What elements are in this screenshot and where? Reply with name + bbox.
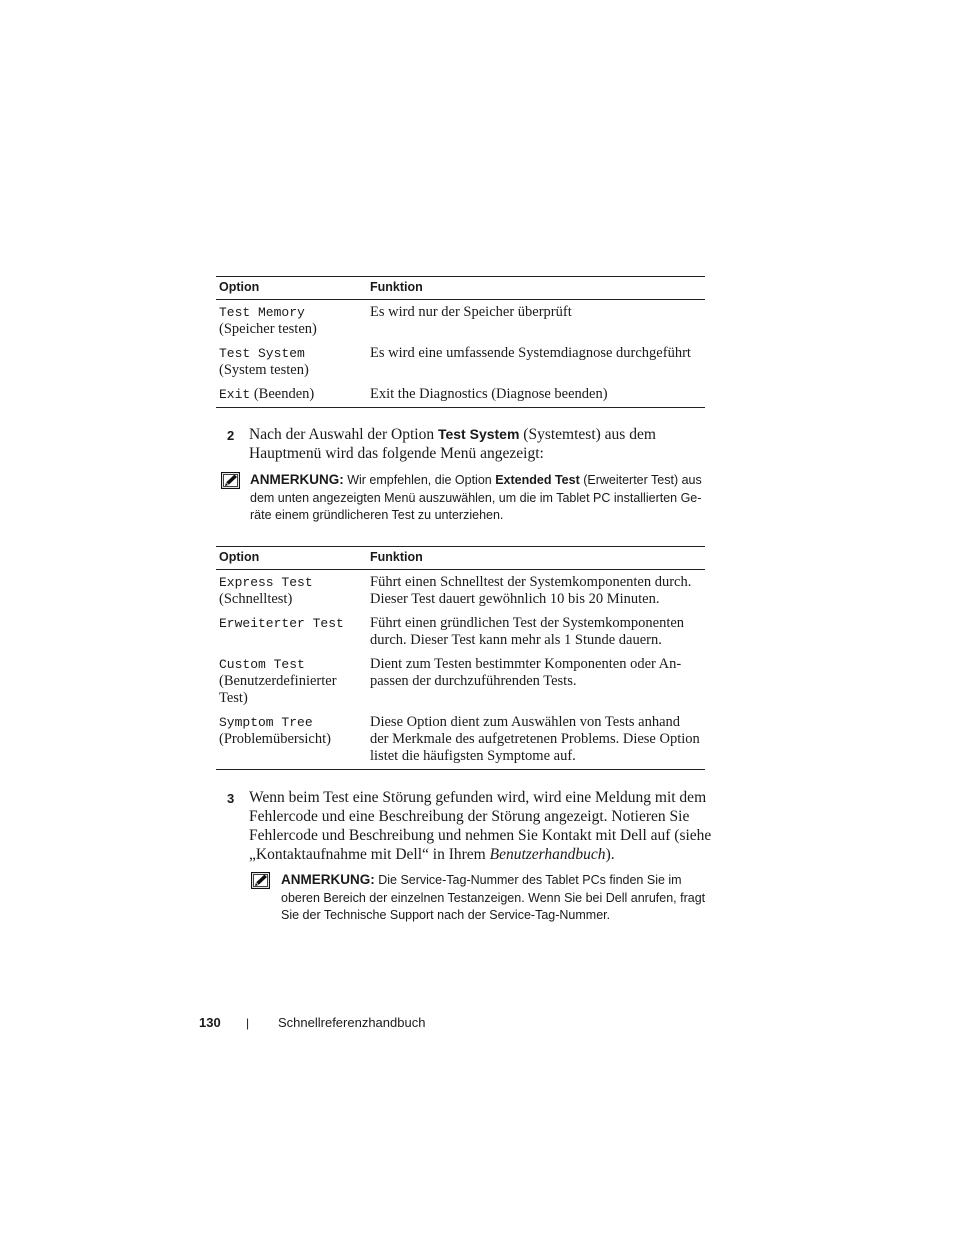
option-cell <box>216 300 367 342</box>
footer-separator: | <box>246 1016 250 1030</box>
option-name: Test System <box>437 426 520 442</box>
option-cell <box>216 652 367 710</box>
function-cell: Es wird nur der Speicher überprüft <box>370 304 572 320</box>
note-2 <box>281 871 721 925</box>
function-cell: Es wird eine umfassende Systemdiagnose durchgeführt <box>370 345 691 361</box>
function-text: listet die häufigsten Symptome auf. <box>370 748 576 764</box>
table-header-row <box>216 547 705 570</box>
function-text: durch. Dieser Test kann mehr als 1 Stunde dauern. <box>370 632 662 648</box>
function-text: Dient zum Testen bestimmter Komponenten oder An- <box>370 656 682 672</box>
option-name: Extended Test <box>495 473 580 487</box>
function-cell: Exit the Diagnostics (Diagnose beenden) <box>367 382 705 408</box>
note-text: Die Service-Tag-Nummer des Tablet PCs finden Sie im <box>374 873 682 887</box>
option-cell <box>216 611 367 652</box>
function-cell <box>367 652 705 710</box>
step-text: Hauptmenü wird das folgende Menü angezeigt: <box>249 445 544 462</box>
option-label: (Speicher testen) <box>219 321 317 337</box>
note-text: Wir empfehlen, die Option <box>343 473 496 487</box>
table-row <box>216 611 705 652</box>
manual-title: Benutzerhandbuch <box>489 846 606 863</box>
step-text: Fehlercode und Beschreibung und nehmen Sie Kontakt mit Dell auf (siehe <box>249 827 712 844</box>
option-label: (Schnelltest) <box>219 591 293 607</box>
options-table-2 <box>216 546 705 770</box>
option-cell <box>216 710 367 770</box>
options-table-1 <box>216 276 705 408</box>
function-text: passen der durchzuführenden Tests. <box>370 673 577 689</box>
note-text: oberen Bereich der einzelnen Testanzeigen. Wenn Sie bei Dell anrufen, fragt <box>281 890 706 905</box>
pencil-note-icon <box>251 872 270 889</box>
footer-title: Schnellreferenzhandbuch <box>278 1015 426 1030</box>
table-row <box>216 570 705 612</box>
note-1 <box>250 471 710 525</box>
option-label: (Beenden) <box>250 386 315 402</box>
option-cell <box>216 382 367 408</box>
function-text: Diese Option dient zum Auswählen von Tests anhand <box>370 714 681 730</box>
note-text: Sie der Technische Support nach der Service-Tag-Nummer. <box>281 908 611 922</box>
option-code: Express Test <box>219 575 313 590</box>
note-text: (Erweiterter Test) aus <box>579 473 702 487</box>
function-cell <box>367 710 705 770</box>
page-number: 130 <box>199 1015 221 1030</box>
step-2 <box>227 425 719 463</box>
table-row <box>216 652 705 710</box>
step-number: 2 <box>227 428 235 443</box>
function-text: Dieser Test dauert gewöhnlich 10 bis 20 Minuten. <box>370 591 660 607</box>
step-text: Nach der Auswahl der Option <box>249 426 438 443</box>
function-text: Führt einen Schnelltest der Systemkomponenten durch. <box>370 574 692 590</box>
option-label: (Problemübersicht) <box>219 731 331 747</box>
option-cell <box>216 570 367 612</box>
function-cell <box>367 570 705 612</box>
option-label: Test) <box>219 690 248 706</box>
step-number: 3 <box>227 791 235 806</box>
header-function: Funktion <box>367 277 705 300</box>
function-text: der Merkmale des aufgetretenen Problems. Diese Option <box>370 731 700 747</box>
option-label: (System testen) <box>219 362 309 378</box>
table-header-row <box>216 277 705 300</box>
option-code: Symptom Tree <box>219 715 313 730</box>
table-row <box>216 710 705 770</box>
note-label: ANMERKUNG: <box>281 872 375 887</box>
table-row <box>216 382 705 408</box>
step-text: ). <box>605 846 615 863</box>
option-code: Exit <box>219 387 251 402</box>
option-code: Test System <box>219 346 305 361</box>
step-text: (Systemtest) aus dem <box>519 426 656 443</box>
option-label: (Benutzerdefinierter <box>219 673 337 689</box>
table-row <box>216 300 705 342</box>
step-3 <box>227 788 724 864</box>
function-cell <box>367 611 705 652</box>
note-text: räte einem gründlicheren Test zu unterziehen. <box>250 508 504 522</box>
note-label: ANMERKUNG: <box>250 472 344 487</box>
step-text: Fehlercode und eine Beschreibung der Störung angezeigt. Notieren Sie <box>249 808 690 825</box>
option-code: Custom Test <box>219 657 305 672</box>
header-option: Option <box>216 277 367 300</box>
header-option: Option <box>216 547 367 570</box>
table-row <box>216 341 705 382</box>
note-text: dem unten angezeigten Menü auszuwählen, um die im Tablet PC installierten Ge- <box>250 490 702 505</box>
option-cell <box>216 341 367 382</box>
option-code: Test Memory <box>219 305 305 320</box>
header-function: Funktion <box>367 547 705 570</box>
option-code: Erweiterter Test <box>219 616 344 631</box>
step-text: Wenn beim Test eine Störung gefunden wird, wird eine Meldung mit dem <box>249 789 707 806</box>
step-text: „Kontaktaufnahme mit Dell“ in Ihrem <box>249 846 490 863</box>
pencil-note-icon <box>221 472 240 489</box>
function-text: Führt einen gründlichen Test der Systemkomponenten <box>370 615 685 631</box>
